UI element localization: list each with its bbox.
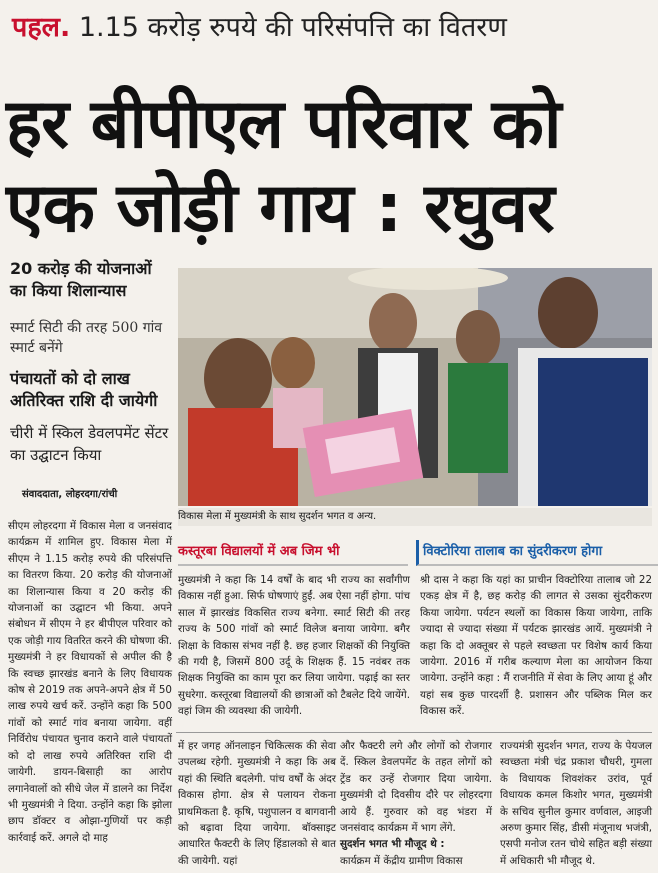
article-column-6	[500, 738, 652, 869]
byline: संवाददाता, लोहरदगा/रांची	[22, 489, 118, 500]
sidebar-point-2: स्मार्ट सिटी की तरह 500 गांव स्मार्ट बनेंगे	[10, 320, 163, 356]
kicker-text: 1.15 करोड़ रुपये की परिसंपत्ति का वितरण	[78, 12, 507, 43]
column-6-text: राज्यमंत्री सुदर्शन भगत, राज्य के पेयजल स्वच्छता मंत्री चंद्र प्रकाश चौधरी, गुमला के विधायक शिवशंकर उरांव, पूर्व विधायक कमल किशोर भगत, मुख्यमंत्री के सचिव सुनील कुमार वर्णवाल, आइजी अरुण कुमार सिंह, डीसी मंजूनाथ भजंत्री, एसपी मनोज रतन चोथे सहित बड़ी संख्या में अधिकारी भी मौजूद थे.	[500, 740, 652, 867]
kicker	[12, 6, 652, 50]
section-heading-kasturba: कस्तूरबा विद्यालयों में अब जिम भी	[178, 540, 408, 566]
column-5-subhead: सुदर्शन भगत भी मौजूद थे :	[340, 838, 445, 851]
sidebar-point-4: चीरी में स्किल डेवलपमेंट सेंटर का उद्घाटन किया	[10, 424, 169, 464]
kasturba-text: मुख्यमंत्री ने कहा कि 14 वर्षों के बाद भी राज्य का सर्वांगीण विकास नहीं हुआ. सिर्फ घोषणाएं हुईं. अब ऐसा नहीं होगा. पांच साल में झारखंड विकसित राज्य बनेगा. स्मार्ट सिटी की तरह राज्य के 500 गांवों को स्मार्ट विलेज बनाया जायेगा. बगैर शिक्षा के विकास संभव नहीं है. छह हजार शिक्षकों की नियुक्ति की गयी है, जिसमें 800 उर्दू के शिक्षक हैं. 15 नवंबर तक शिक्षक नियुक्ति का काम पूरा कर लिया जायेगा. पढ़ाई का स्तर सुधरेगा. कस्तूरबा विद्यालयों की छात्राओं को टैबलेट दिये जायेंगे. वहां जिम की व्यवस्था की जायेगी.	[178, 574, 410, 718]
victoria-text: श्री दास ने कहा कि यहां का प्राचीन विक्टोरिया तालाब जो 22 एकड़ क्षेत्र में है, छह करोड़ की लागत से उसका सुंदरीकरण किया जायेगा. पर्यटन स्थलों का विकास किया जायेगा, ताकि ज्यादा से ज्यादा संख्या में पर्यटक झारखंड आयें. मुख्यमंत्री ने कहा कि दो अक्तूबर से पहले स्वच्छता पर विशेष कार्य किया जायेगा. 2016 में गरीब कल्याण मेला का आयोजन किया जायेगा. उन्होंने कहा : मैं राजनीति में सेवा के लिए आया हूं और यहां सब कुछ पारदर्शी है. प्रशासन और पब्लिक मिल कर विकास करें.	[420, 574, 652, 718]
kicker-label: पहल.	[12, 12, 71, 43]
photo-caption: विकास मेला में मुख्यमंत्री के साथ सुदर्शन भगत व अन्य.	[178, 508, 652, 526]
column-5-tail: कार्यक्रम में केंद्रीय ग्रामीण विकास	[340, 854, 463, 867]
sidebar-point-1: 20 करोड़ की योजनाओं का किया शिलान्यास	[10, 259, 152, 300]
sidebar-point-3: पंचायतों को दो लाख अतिरिक्त राशि दी जायेगी	[10, 369, 158, 410]
column-4-text: में हर जगह ऑनलाइन चिकित्सक की सेवा उपलब्ध रहेगी. मुख्यमंत्री ने कहा कि अब यहां की स्थिति बदलेगी. पांच वर्षों के अंदर विकास होगा. क्षेत्र से पलायन रोकना प्राथमिकता है. कृषि, पशुपालन व बागवानी को बढ़ावा दिया जायेगा. बॉक्साइट आधारित फैक्टरी के लिए हिंडालको से बात की जायेगी. यहां	[178, 740, 336, 867]
article-column-1	[8, 518, 172, 846]
article-column-kasturba	[178, 572, 410, 720]
headline-line-2: एक जोड़ी गाय : रघुवर	[6, 169, 554, 248]
divider	[176, 732, 652, 733]
article-column-5	[340, 738, 492, 869]
column-1-text: सीएम लोहरदगा में विकास मेला व जनसंवाद कार्यक्रम में शामिल हुए. विकास मेला में सीएम ने 1.15 करोड़ रुपये की परिसंपत्ति का वितरण किया. 20 करोड़ की योजनाओं का शिलान्यास किया व 20 करोड़ की योजनाओं का उद्घाटन भी किया. अपने संबोधन में सीएम ने हर बीपीएल परिवार को एक जोड़ी गाय वितरित करने की घोषणा की. मुख्यमंत्री ने हर विधायकों से अपील की है कि स्वच्छ झारखंड बनाने के लिए विधायक कोष से 2019 तक अपने-अपने क्षेत्र में 50 लाख रुपये खर्च करें. उन्होंने कहा कि 500 गांवों को स्मार्ट गांव बनाया जायेगा. वहीं निर्विरोध पंचायत चुनाव कराने वाले पंचायतों को दो लाख रुपये अतिरिक्त राशि दी जायेगी. डायन-बिसाही का आरोप लगानेवालों को सीधे जेल में डालने का निर्देश भी मुख्यमंत्री ने दिया. उन्होंने कहा कि झोला छाप डॉक्टर व ओझा-गुणियों पर कड़ी कार्रवाई करें. अगले दो माह	[8, 520, 172, 844]
photo-illustration	[178, 268, 652, 506]
section-heading-victoria: विक्टोरिया तालाब का सुंदरीकरण होगा	[416, 540, 658, 566]
column-5-text: और फैक्टरी लगे और लोगों को रोजगार दें. स्किल डेवलपमेंट के तहत लोगों को ट्रेंड कर उन्हें रोजगार दिया जायेगा. मुख्यमंत्री दो दिवसीय दौरे पर लोहरदगा आये हैं. गुरुवार को वह भंडरा में जनसंवाद कार्यक्रम में भाग लेंगे.	[340, 740, 492, 835]
article-column-victoria	[420, 572, 652, 720]
headline-line-1: हर बीपीएल परिवार को	[6, 85, 561, 164]
news-photo	[178, 268, 652, 506]
article-column-4	[178, 738, 336, 869]
